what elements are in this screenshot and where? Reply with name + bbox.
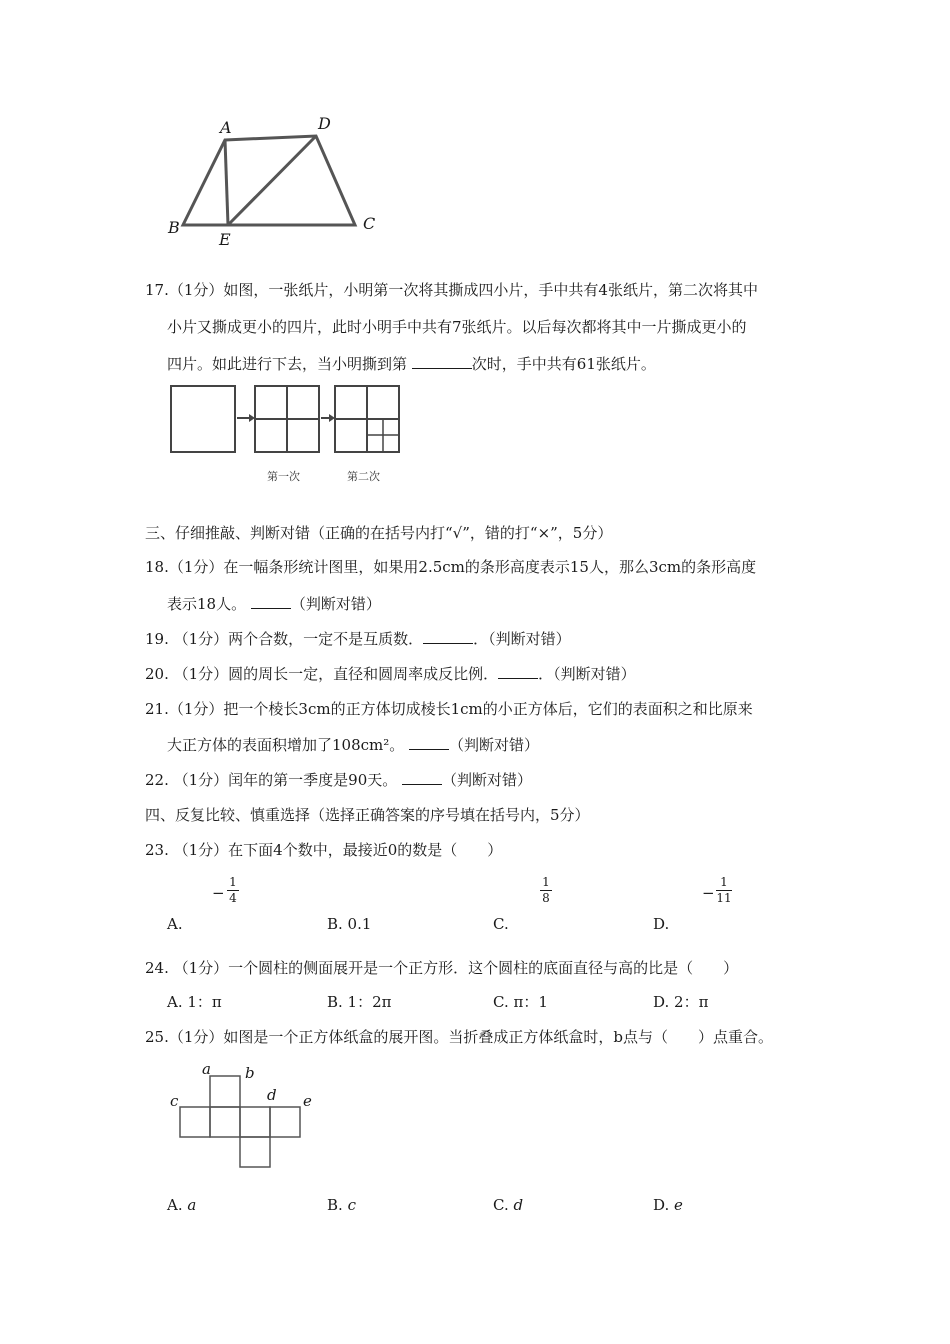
q20-tail: ．（判断对错） xyxy=(538,665,636,683)
section-3-heading: 三、仔细推敲、判断对错（正确的在括号内打“√”，错的打“×”，5分） xyxy=(145,524,613,542)
q17-answer-blank[interactable] xyxy=(412,354,472,369)
q23-option-a-denominator: 4 xyxy=(229,891,237,905)
q21-answer-blank[interactable] xyxy=(409,735,449,750)
q25-option-c-value: d xyxy=(513,1196,524,1214)
net-label-d: d xyxy=(267,1086,277,1104)
q22-line xyxy=(145,769,532,790)
q23-option-c-fraction xyxy=(540,876,552,905)
q17-line-3-tail: 次时，手中共有61张纸片。 xyxy=(471,355,656,373)
point-c-label: C xyxy=(363,214,376,233)
q23-option-d-denominator: 11 xyxy=(716,891,732,905)
q25-option-d-value: e xyxy=(674,1196,683,1214)
net-label-a: a xyxy=(202,1060,211,1078)
q23-option-c-label: C. xyxy=(493,915,509,933)
q25-option-d-label: D. xyxy=(653,1196,670,1214)
q20-answer-blank[interactable] xyxy=(498,664,538,679)
paper-tearing-figure xyxy=(165,380,425,490)
q21-line-2-text: 大正方体的表面积增加了108cm²。 xyxy=(167,736,410,754)
q17-line-3-text: 四片。如此进行下去，当小明撕到第 xyxy=(167,355,412,373)
q23-option-a-fraction xyxy=(227,876,239,905)
q19-text: 19. （1分）两个合数，一定不是互质数． xyxy=(145,630,424,648)
q23-option-d-numerator: 1 xyxy=(720,875,728,889)
q23-stem: 23. （1分）在下面4个数中，最接近0的数是（ ） xyxy=(145,841,503,859)
q22-tail: （判断对错） xyxy=(442,771,533,789)
net-label-e: e xyxy=(303,1092,312,1110)
q25-stem: 25.（1分）如图是一个正方体纸盒的展开图。当折叠成正方体纸盒时，b点与（ ）点重合。 xyxy=(145,1028,774,1046)
q23-option-a[interactable] xyxy=(167,872,287,932)
q25-option-a-value: a xyxy=(187,1196,197,1214)
q23-option-c-denominator: 8 xyxy=(542,891,550,905)
net-label-b: b xyxy=(245,1064,255,1082)
q25-option-a-label: A. xyxy=(167,1196,183,1214)
q23-option-d-fraction xyxy=(716,876,732,905)
q23-option-d-sign: − xyxy=(702,884,715,902)
q25-option-b-value: c xyxy=(347,1196,356,1214)
q17-line-3 xyxy=(167,353,656,374)
trapezoid-diagram xyxy=(160,110,390,250)
q23-option-d-label: D. xyxy=(653,915,670,933)
q24-stem: 24. （1分）一个圆柱的侧面展开是一个正方形．这个圆柱的底面直径与高的比是（ ） xyxy=(145,959,739,977)
q23-option-c-numerator: 1 xyxy=(542,875,550,889)
caption-first-tear: 第一次 xyxy=(267,470,300,483)
q22-answer-blank[interactable] xyxy=(402,770,442,785)
point-d-label: D xyxy=(318,114,331,133)
q19-line xyxy=(145,628,571,649)
q23-option-d[interactable] xyxy=(653,872,773,932)
point-b-label: B xyxy=(168,218,180,237)
q25-option-c-label: C. xyxy=(493,1196,509,1214)
q20-text: 20. （1分）圆的周长一定，直径和圆周率成反比例． xyxy=(145,665,499,683)
q22-text: 22. （1分）闰年的第一季度是90天。 xyxy=(145,771,403,789)
q24-option-b[interactable]: B. 1：2π xyxy=(327,993,392,1011)
q18-answer-blank[interactable] xyxy=(251,594,291,609)
section-4-heading: 四、反复比较、慎重选择（选择正确答案的序号填在括号内，5分） xyxy=(145,806,590,824)
trapezoid-figure xyxy=(160,110,390,250)
q19-answer-blank[interactable] xyxy=(423,629,473,644)
caption-second-tear: 第二次 xyxy=(347,470,380,483)
point-e-label: E xyxy=(219,230,231,249)
q18-line-2-tail: （判断对错） xyxy=(290,595,381,613)
q25-option-c[interactable] xyxy=(493,1196,523,1214)
q17-line-2: 小片又撕成更小的四片，此时小明手中共有7张纸片。以后每次都将其中一片撕成更小的 xyxy=(167,318,747,336)
q18-line-2-text: 表示18人。 xyxy=(167,595,251,613)
q19-tail: ．（判断对错） xyxy=(473,630,571,648)
q21-line-2 xyxy=(167,734,539,755)
q23-option-a-label: A. xyxy=(167,915,183,933)
point-a-label: A xyxy=(220,118,232,137)
q24-option-c[interactable]: C. π：1 xyxy=(493,993,548,1011)
q24-option-a[interactable]: A. 1：π xyxy=(167,993,222,1011)
q20-line xyxy=(145,663,636,684)
q21-line-2-tail: （判断对错） xyxy=(449,736,540,754)
q17-line-1: 17.（1分）如图，一张纸片，小明第一次将其撕成四小片，手中共有4张纸片，第二次将其中 xyxy=(145,281,758,299)
q23-option-a-sign: − xyxy=(212,884,225,902)
paper-tearing-diagram xyxy=(165,380,425,460)
q23-option-c[interactable] xyxy=(493,872,613,932)
q18-line-2 xyxy=(167,593,381,614)
cube-net-figure xyxy=(165,1060,325,1175)
q18-line-1: 18.（1分）在一幅条形统计图里，如果用2.5cm的条形高度表示15人，那么3cm的条形高度 xyxy=(145,558,757,576)
q23-option-b[interactable]: B. 0.1 xyxy=(327,915,372,933)
q21-line-1: 21.（1分）把一个棱长3cm的正方体切成棱长1cm的小正方体后，它们的表面积之和比原来 xyxy=(145,700,753,718)
q25-option-b[interactable] xyxy=(327,1196,356,1214)
net-label-c: c xyxy=(170,1092,179,1110)
q25-option-d[interactable] xyxy=(653,1196,683,1214)
q23-option-a-numerator: 1 xyxy=(229,875,237,889)
q24-option-d[interactable]: D. 2：π xyxy=(653,993,709,1011)
q25-option-b-label: B. xyxy=(327,1196,343,1214)
q25-option-a[interactable] xyxy=(167,1196,196,1214)
